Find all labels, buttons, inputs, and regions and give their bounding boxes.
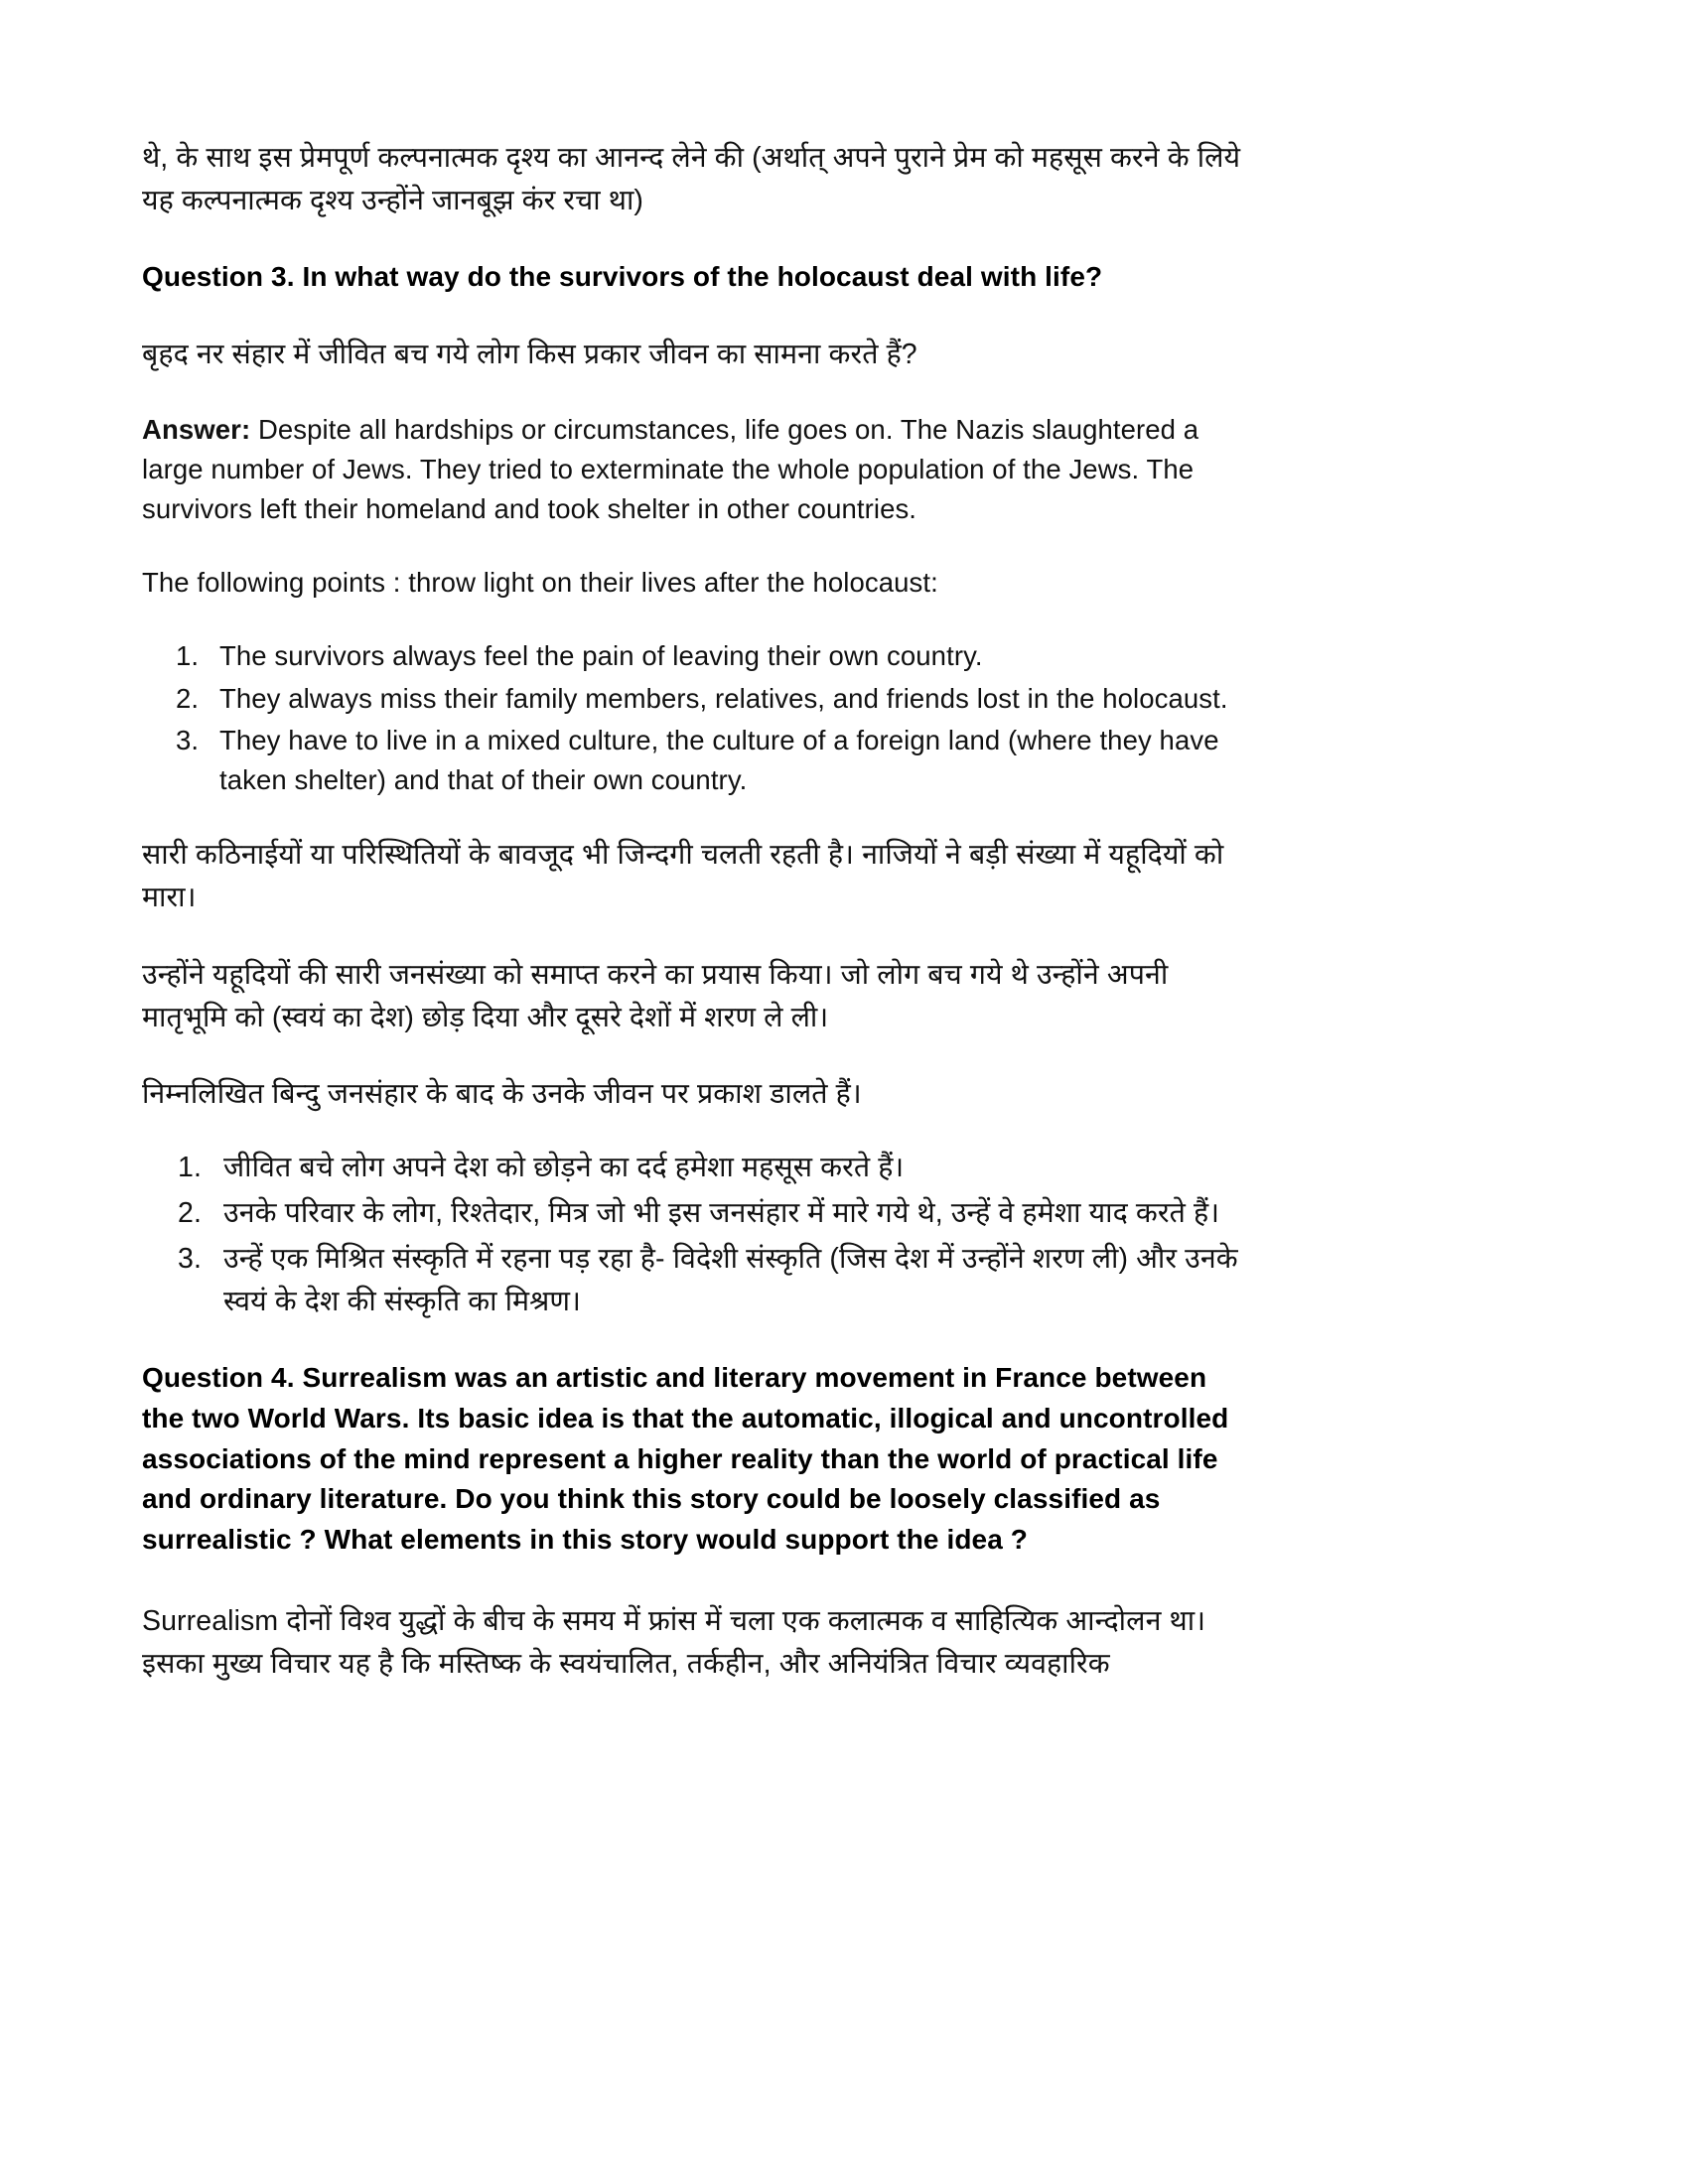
question-3-heading-hindi: बृहद नर संहार में जीवित बच गये लोग किस प्रकार जीवन का सामना करते हैं? xyxy=(142,338,917,370)
list-item: जीवित बचे लोग अपने देश को छोड़ने का दर्द हमेशा महसूस करते हैं। xyxy=(223,1151,905,1183)
answer-body-text: Despite all hardships or circumstances, life goes on. The Nazis slaughtered a large number of Jews. They tried to exterminate the whole population of the Jews. The survivors left their homeland and took shelter in other countries. xyxy=(142,413,1199,525)
question-4-heading: Question 4. Surrealism was an artistic and literary movement in France between the two World Wars. Its basic idea is that the automatic, illogical and uncontrolled associations of the mind represent a higher reality than the world of practical life and ordinary literature. Do you think this story could be loosely classified as surrealistic ? What elements in this story would support the idea ? xyxy=(142,1361,1229,1556)
answer-label: Answer: xyxy=(142,413,251,445)
question-3-english-points-list xyxy=(142,636,1252,800)
list-item: उन्हें एक मिश्रित संस्कृति में रहना पड़ रहा है- विदेशी संस्कृति (जिस देश में उन्होंने शरण ली) और उनके स्वयं के देश की संस्कृति का मिश्रण। xyxy=(223,1243,1238,1318)
question-4-hindi-intro: Surrealism दोनों विश्व युद्धों के बीच के समय में फ्रांस में चला एक कलात्मक व साहित्यिक आन्दोलन था। इसका मुख्य विचार यह है कि मस्तिष्क के स्वयंचालित, तर्कहीन, और अनियंत्रित विचार व्यवहारिक xyxy=(142,1605,1206,1681)
list-item: They always miss their family members, relatives, and friends lost in the holocaust. xyxy=(219,682,1228,714)
top-continuation-paragraph: थे, के साथ इस प्रेमपूर्ण कल्पनात्मक दृश्य का आनन्द लेने की (अर्थात् अपने पुराने प्रेम को महसूस करने के लिये यह कल्पनात्मक दृश्य उन्होंने जानबूझ कंर रचा था) xyxy=(142,142,1241,217)
list-item: The survivors always feel the pain of leaving their own country. xyxy=(219,640,983,672)
question-3-points-intro: The following points : throw light on their lives after the holocaust: xyxy=(142,567,938,599)
question-3-heading: Question 3. In what way do the survivors of the holocaust deal with life? xyxy=(142,260,1103,292)
list-item: उनके परिवार के लोग, रिश्तेदार, मित्र जो भी इस जनसंहार में मारे गये थे, उन्हें वे हमेशा याद करते हैं। xyxy=(223,1196,1220,1229)
question-3-hindi-answer-paragraph-2: उन्होंने यहूदियों की सारी जनसंख्या को समाप्त करने का प्रयास किया। जो लोग बच गये थे उन्होंने अपनी मातृभूमि को (स्वयं का देश) छोड़ दिया और दूसरे देशों में शरण ले ली। xyxy=(142,958,1169,1033)
question-3-hindi-points-list xyxy=(142,1147,1252,1324)
page-content-column xyxy=(142,137,1252,1687)
question-3-hindi-answer-paragraph-1: सारी कठिनाईयों या परिस्थितियों के बावजूद भी जिन्दगी चलती रहती है। नाजियों ने बड़ी संख्या में यहूदियों को मारा। xyxy=(142,838,1224,914)
question-3-answer-paragraph xyxy=(142,410,1252,529)
question-3-hindi-points-intro: निम्नलिखित बिन्दु जनसंहार के बाद के उनके जीवन पर प्रकाश डालते हैं। xyxy=(142,1078,862,1111)
list-item: They have to live in a mixed culture, the culture of a foreign land (where they have taken shelter) and that of their own country. xyxy=(219,724,1219,795)
